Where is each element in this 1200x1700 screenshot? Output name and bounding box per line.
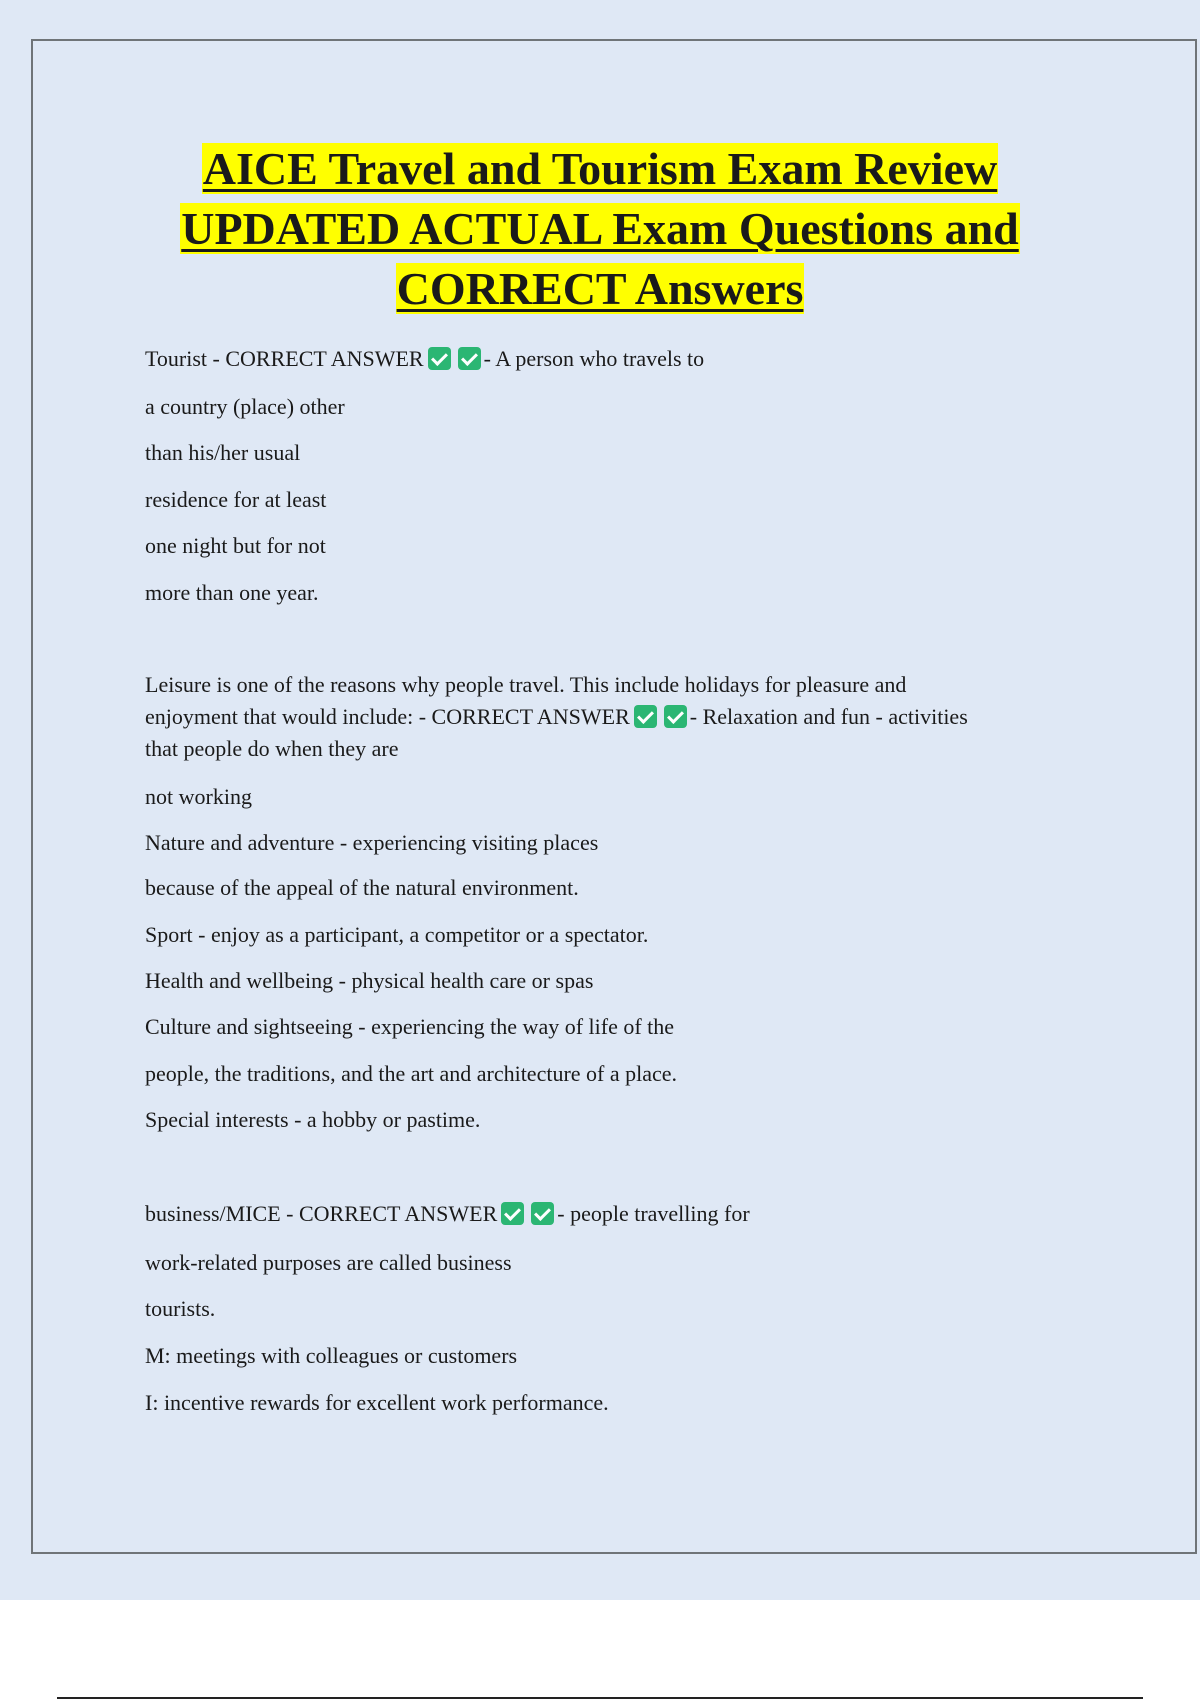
- q1-answer-line: than his/her usual: [145, 440, 301, 465]
- q3-question-line: [145, 1201, 750, 1227]
- green-checkmark-icon: [458, 347, 481, 370]
- q2-question-line-2: enjoyment that would include: - CORRECT ANSWER: [145, 704, 630, 729]
- q3-answer-line: tourists.: [145, 1296, 216, 1321]
- q2-answer-line: not working: [145, 784, 252, 809]
- document-title: [0, 139, 1200, 319]
- q1-question-line: [145, 346, 704, 372]
- page-bottom-rule: [57, 1697, 1143, 1699]
- q2-answer-wrap: that people do when they are: [145, 736, 399, 761]
- q3-question: business/MICE - CORRECT ANSWER: [145, 1201, 498, 1226]
- q1-answer-line: more than one year.: [145, 580, 319, 605]
- q2-answer-line: Nature and adventure - experiencing visiting places: [145, 830, 599, 855]
- q2-answer-line: Health and wellbeing - physical health care or spas: [145, 968, 594, 993]
- green-checkmark-icon: [531, 1202, 554, 1225]
- q2-answer-first: - Relaxation and fun - activities: [689, 704, 968, 729]
- q3-answer-line: work-related purposes are called business: [145, 1250, 512, 1275]
- title-line-3: CORRECT Answers: [396, 263, 804, 314]
- title-line-2: UPDATED ACTUAL Exam Questions and: [181, 203, 1019, 254]
- q2-block: [145, 669, 1065, 765]
- q2-answer-line: Sport - enjoy as a participant, a competitor or a spectator.: [145, 922, 649, 947]
- q3-answer-line: M: meetings with colleagues or customers: [145, 1343, 518, 1368]
- q1-question: Tourist - CORRECT ANSWER: [145, 346, 424, 371]
- q2-answer-line: because of the appeal of the natural environment.: [145, 875, 579, 900]
- q2-answer-line: Culture and sightseeing - experiencing the way of life of the: [145, 1014, 675, 1039]
- green-checkmark-icon: [501, 1202, 524, 1225]
- q2-answer-line: Special interests - a hobby or pastime.: [145, 1107, 481, 1132]
- q1-answer-line: residence for at least: [145, 487, 327, 512]
- q1-answer-first: - A person who travels to: [483, 346, 705, 371]
- q2-answer-line: people, the traditions, and the art and architecture of a place.: [145, 1061, 678, 1086]
- q2-question-line-1: Leisure is one of the reasons why people travel. This include holidays for pleasure and: [145, 672, 907, 697]
- green-checkmark-icon: [664, 705, 687, 728]
- q1-answer-line: a country (place) other: [145, 394, 345, 419]
- title-line-1: AICE Travel and Tourism Exam Review: [202, 143, 998, 194]
- q3-answer-first: - people travelling for: [557, 1201, 750, 1226]
- q3-answer-line: I: incentive rewards for excellent work performance.: [145, 1390, 609, 1415]
- green-checkmark-icon: [428, 347, 451, 370]
- q1-answer-line: one night but for not: [145, 533, 326, 558]
- green-checkmark-icon: [634, 705, 657, 728]
